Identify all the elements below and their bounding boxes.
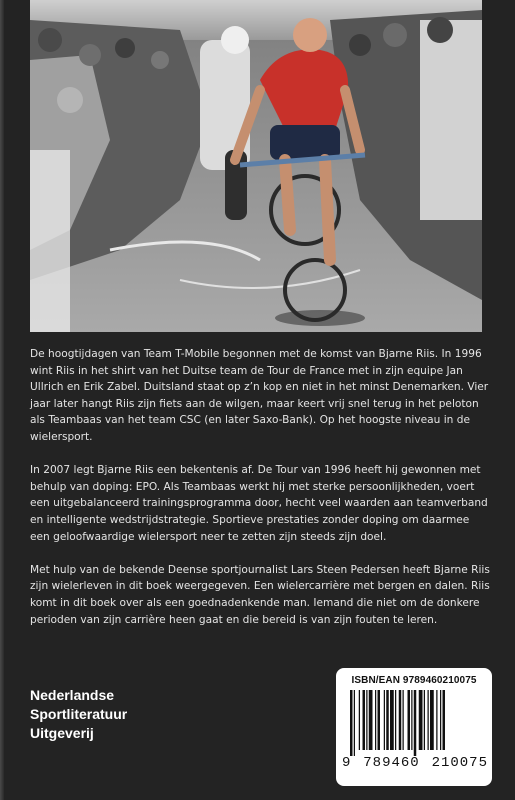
- isbn-digits: [342, 755, 488, 771]
- publisher-line: Nederlandse: [30, 687, 115, 703]
- isbn-barcode: [336, 668, 492, 786]
- cover-photo: [30, 0, 482, 332]
- isbn-label: ISBN/EAN 9789460210075: [351, 675, 477, 686]
- blurb-paragraph: In 2007 legt Bjarne Riis een bekentenis af. De Tour van 1996 heeft hij gewonnen met behulp van doping: EPO. Als Teambaas werkt hij met sterke persoonlijkheden, voert een uitgebalanceerd trainingsprogramma door, hecht veel waarden aan teamverband en intelligente wedstrijdstrategie. Sportieve prestaties zonder doping om daarmee een geloofwaardige wielersport neer te zetten zijn steeds zijn doel.: [30, 464, 488, 543]
- blurb-paragraph: Met hulp van de bekende Deense sportjournalist Lars Steen Pedersen heeft Bjarne Riis zijn wielerleven in dit boek weergegeven. Een wielercarrière met bergen en dalen. Riis komt in dit boek over als een goednadenkende man. Iemand die niet om de donkere perioden van zijn carrière heen gaat en die bereid is van zijn fouten te leren.: [30, 563, 490, 626]
- publisher-line: Sportliteratuur: [30, 706, 128, 722]
- book-spine-edge: [0, 0, 4, 800]
- isbn-digit-prefix: 9: [342, 755, 352, 771]
- isbn-digit-group: 210075: [431, 755, 488, 771]
- blurb-paragraph: De hoogtijdagen van Team T-Mobile begonnen met de komst van Bjarne Riis. In 1996 wint Riis in het shirt van het Duitse team de Tour de France met in zijn equipe Jan Ullrich en Erik Zabel. Duitsland staat op z’n kop en niet in het minst Denemarken. Vier jaar later hangt Riis zijn fiets aan de wilgen, maar keert vrij snel terug in het peloton als Teambaas van het team CSC (en later Saxo-Bank). Op het hoogste niveau in de wielersport.: [30, 348, 489, 443]
- barcode-bars-icon: [350, 690, 480, 756]
- back-cover-blurb: [30, 346, 490, 645]
- publisher-line: Uitgeverij: [30, 725, 94, 741]
- isbn-digit-group: 789460: [363, 755, 420, 771]
- publisher-name: [30, 686, 230, 743]
